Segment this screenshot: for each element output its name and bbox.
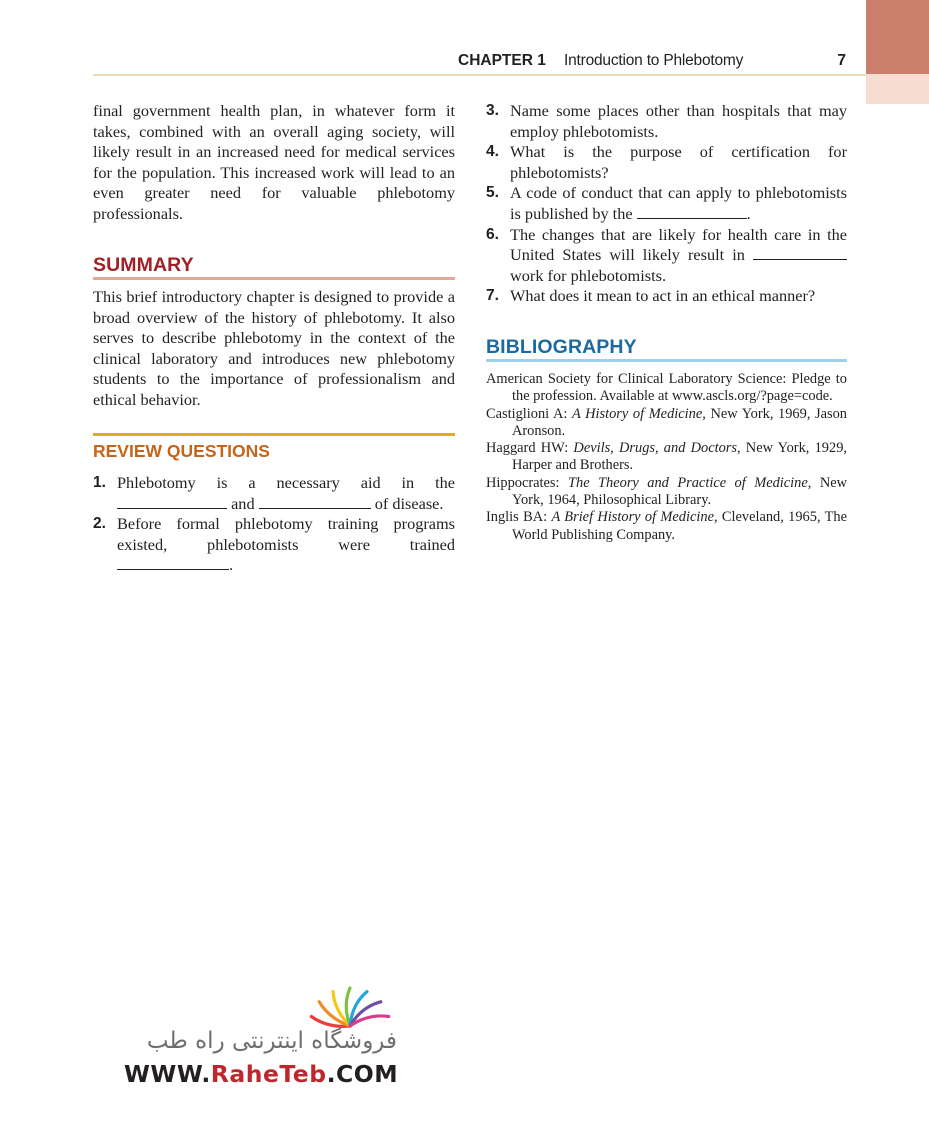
chapter-title: Introduction to Phlebotomy: [564, 52, 744, 69]
intro-paragraph: final government health plan, in whatever form it takes, combined with an overall aging society, will likely result in an increased need for medical services for the population. This increased work will lead to an even greater need for valuable phlebotomy professionals.: [93, 101, 455, 223]
reference-text: , New York, 1964, Philosophical Library.: [512, 474, 848, 509]
watermark-persian-text: فروشگاه اینترنتی راه طب: [146, 1028, 397, 1054]
corner-color-tab: [866, 0, 929, 104]
bibliography-list: [486, 371, 847, 544]
question-item: [486, 142, 847, 183]
answer-blank: [259, 494, 371, 509]
reference-item: [486, 406, 847, 441]
reference-text: American Society for Clinical Laboratory Science: Pledge to the profession. Available at www.ascls.org/?page=code.: [486, 371, 847, 405]
reference-item: [486, 475, 847, 510]
intro-column: [93, 101, 455, 224]
question-text: work for phlebotomists.: [510, 265, 667, 285]
question-text: What is the purpose of certification for phlebotomists?: [510, 142, 847, 182]
answer-blank: [637, 204, 747, 219]
reference-item: [486, 371, 847, 406]
question-text: Phlebotomy is a necessary aid in the: [117, 473, 455, 492]
reference-text: Haggard HW:: [486, 440, 574, 457]
url-suffix: .COM: [326, 1060, 399, 1088]
summary-paragraph: This brief introductory chapter is designed to provide a broad overview of the history of phlebotomy. It also serves to describe phlebotomy in the context of the clinical laboratory and introduces new phlebotomy students to the importance of professionalism and ethical behavior.: [93, 287, 455, 409]
reference-title: A History of Medicine: [571, 405, 703, 422]
reference-text: , New York, 1929, Harper and Brothers.: [512, 440, 847, 474]
reference-text: Inglis BA:: [486, 509, 552, 526]
question-text: of disease.: [374, 493, 444, 513]
url-prefix: WWW.: [124, 1060, 211, 1088]
reference-item: [486, 440, 847, 475]
question-number: 2.: [93, 515, 106, 533]
reference-title: A Brief History of Medicine: [551, 509, 714, 526]
header-rule: [93, 74, 866, 76]
question-item: [486, 101, 847, 142]
reference-text: , Cleveland, 1965, The World Publishing Company.: [512, 509, 847, 543]
reference-text: , New York, 1969, Jason Aronson.: [512, 405, 847, 439]
question-number: 5.: [486, 184, 499, 202]
summary-body: [93, 287, 455, 411]
question-item: [486, 183, 847, 224]
corner-color-tab-dark: [866, 0, 929, 74]
reference-title: The Theory and Practice of Medicine: [568, 474, 808, 491]
review-questions-right: [486, 101, 847, 307]
question-number: 3.: [486, 102, 499, 119]
watermark-url: [124, 1060, 398, 1088]
reference-title: Devils, Drugs, and Doctors: [573, 440, 737, 457]
book-fan-logo-icon: [300, 980, 400, 1028]
question-text: .: [746, 203, 751, 223]
chapter-label: CHAPTER 1: [458, 52, 546, 69]
url-brand: RaheTeb: [210, 1060, 327, 1088]
question-text: Name some places other than hospitals that may employ phlebotomists.: [510, 101, 847, 141]
review-questions-left: [93, 473, 455, 576]
question-text: .: [229, 555, 234, 575]
page-number: 7: [837, 52, 846, 69]
answer-blank: [117, 494, 227, 509]
summary-rule: [93, 277, 455, 280]
question-number: 6.: [486, 225, 499, 243]
question-text: and: [231, 493, 255, 513]
running-header: [94, 52, 846, 72]
reference-item: [486, 509, 847, 544]
question-number: 1.: [93, 474, 106, 491]
question-text: The changes that are likely for health care in the United States will likely result in: [510, 224, 847, 265]
question-number: 4.: [486, 143, 499, 161]
summary-heading: SUMMARY: [93, 254, 194, 276]
question-number: 7.: [486, 287, 499, 305]
bibliography-rule: [486, 359, 847, 362]
question-item: [93, 514, 455, 576]
review-rule: [93, 433, 455, 436]
question-item: [93, 473, 455, 514]
question-text: What does it mean to act in an ethical manner?: [510, 286, 816, 306]
question-item: [486, 286, 847, 307]
answer-blank: [117, 555, 229, 570]
reference-text: Hippocrates:: [486, 474, 568, 491]
question-item: [486, 225, 847, 287]
question-text: A code of conduct that can apply to phlebotomists is published by the: [510, 183, 847, 223]
review-heading: REVIEW QUESTIONS: [93, 441, 270, 461]
bibliography-heading: BIBLIOGRAPHY: [486, 336, 637, 358]
reference-text: Castiglioni A:: [486, 405, 572, 422]
answer-blank: [753, 245, 847, 260]
question-text: Before formal phlebotomy training programs existed, phlebotomists were trained: [117, 514, 455, 554]
